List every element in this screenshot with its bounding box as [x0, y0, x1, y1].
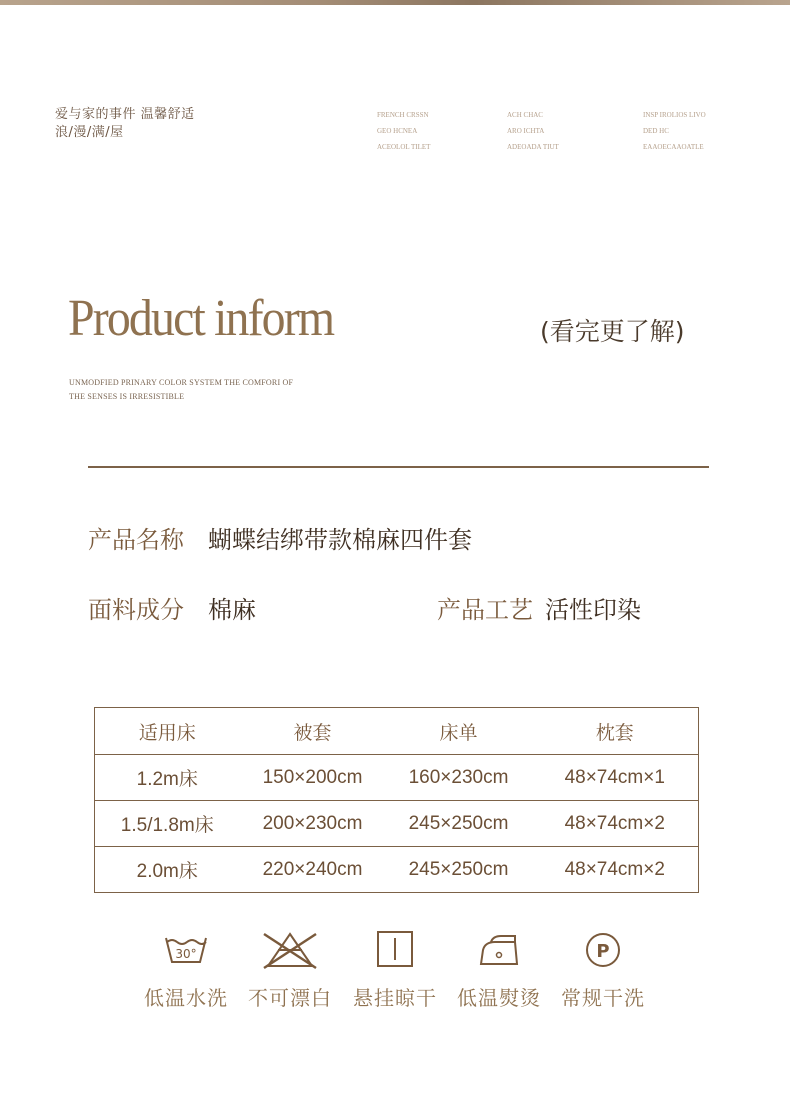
care-item-wash — [136, 928, 236, 1011]
slogan-line-2: 浪/漫/满/屋 — [55, 125, 124, 140]
table-cell: 245×250cm — [386, 801, 532, 847]
section-subtitle — [69, 376, 329, 404]
table-cell: 150×200cm — [240, 755, 386, 801]
care-label: 低温熨烫 — [457, 986, 541, 1010]
product-name-value: 蝴蝶结绑带款棉麻四件套 — [208, 526, 472, 554]
decorative-text: FRENCH CRSSN — [377, 111, 429, 119]
no-bleach-icon — [262, 928, 318, 972]
care-item-line-dry — [345, 928, 445, 1011]
table-cell: 1.5/1.8m床 — [95, 801, 240, 847]
wash-30-icon — [162, 928, 210, 972]
table-cell: 2.0m床 — [136, 861, 198, 882]
top-decorative-strip — [0, 0, 790, 5]
decorative-text: DED HC — [643, 127, 669, 135]
craft-row — [437, 590, 641, 625]
decorative-text: EAAOECAAOATLE — [643, 143, 704, 151]
craft-label: 产品工艺 — [437, 596, 533, 624]
slogan-line-1: 爱与家的事件 温馨舒适 — [55, 107, 195, 122]
fabric-label: 面料成分 — [88, 596, 184, 624]
decorative-text: INSP IROLIOS LIVO — [643, 111, 706, 119]
subtitle-line-1: UNMODFIED PRINARY COLOR SYSTEM THE COMFORI OF — [69, 378, 294, 387]
decorative-column-2 — [507, 107, 559, 155]
section-divider — [88, 466, 709, 468]
dry-clean-letter: P — [596, 941, 610, 962]
section-title-cn: (看完更了解) — [540, 317, 685, 346]
table-row — [95, 801, 699, 847]
care-item-iron — [449, 928, 549, 1011]
section-title-en: Product inform — [68, 290, 334, 347]
line-dry-icon — [375, 928, 415, 972]
header-pillowcase: 枕套 — [532, 708, 699, 755]
header-bed-size: 适用床 — [95, 708, 240, 755]
decorative-column-3 — [643, 107, 706, 155]
table-cell: 48×74cm×1 — [532, 755, 699, 801]
header-bed-sheet: 床单 — [386, 708, 532, 755]
fabric-row — [88, 590, 256, 625]
size-spec-table — [94, 707, 699, 893]
wash-temp-text: 30° — [175, 947, 197, 961]
header-duvet-cover: 被套 — [240, 708, 386, 755]
table-cell: 48×74cm×2 — [532, 801, 699, 847]
care-label: 常规干洗 — [561, 986, 645, 1010]
decorative-text: ACEOLOL TILET — [377, 143, 431, 151]
subtitle-line-2: THE SENSES IS IRRESISTIBLE — [69, 392, 185, 401]
table-cell: 48×74cm×2 — [564, 858, 665, 880]
product-name-label: 产品名称 — [88, 526, 184, 554]
craft-value: 活性印染 — [545, 596, 641, 624]
table-cell: 160×230cm — [386, 755, 532, 801]
fabric-value: 棉麻 — [208, 596, 256, 624]
care-instructions — [0, 928, 790, 1018]
care-item-dry-clean — [553, 928, 653, 1011]
table-cell: 220×240cm — [262, 858, 363, 880]
product-name-row — [88, 520, 472, 555]
decorative-text: ADEOADA TIUT — [507, 143, 559, 151]
slogan — [55, 106, 195, 142]
table-row — [95, 755, 699, 801]
table-cell: 1.2m床 — [95, 755, 240, 801]
care-label: 不可漂白 — [248, 986, 332, 1010]
low-iron-icon — [475, 928, 523, 972]
table-cell: 245×250cm — [408, 858, 509, 880]
table-cell: 200×230cm — [240, 801, 386, 847]
care-label: 低温水洗 — [144, 986, 228, 1010]
decorative-text: ACH CHAC — [507, 111, 543, 119]
decorative-text: GEO HCNEA — [377, 127, 418, 135]
table-row — [95, 847, 699, 893]
decorative-column-1 — [377, 107, 430, 155]
table-header-row — [95, 708, 699, 755]
care-item-no-bleach — [240, 928, 340, 1011]
dry-clean-icon — [581, 928, 625, 972]
care-label: 悬挂晾干 — [353, 986, 437, 1010]
decorative-text: ARO ICHTA — [507, 127, 545, 135]
